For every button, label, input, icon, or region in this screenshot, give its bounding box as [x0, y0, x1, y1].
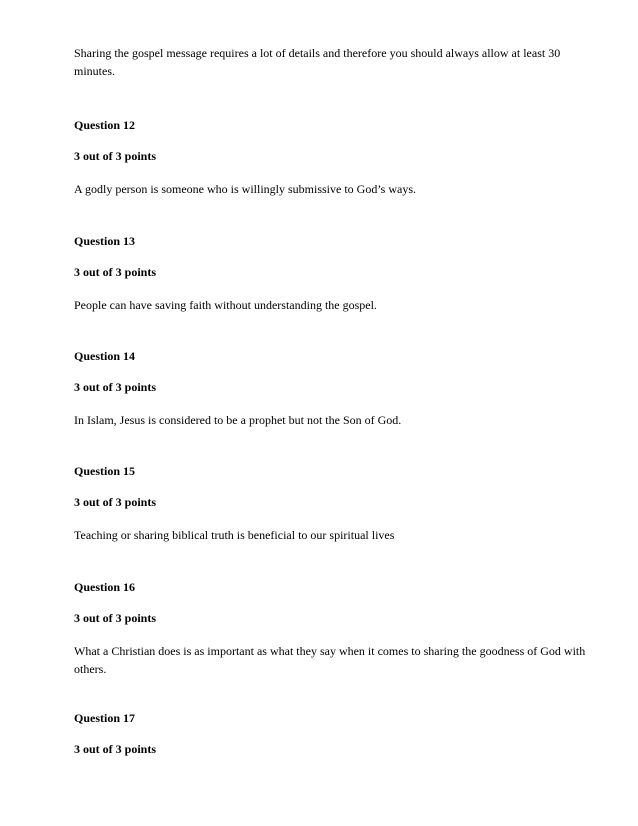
question-points: 3 out of 3 points: [74, 380, 157, 394]
question-points: 3 out of 3 points: [74, 611, 157, 625]
question-16: [74, 580, 594, 676]
question-title: Question 14: [74, 349, 136, 363]
question-text: What a Christian does is as important as what they say when it comes to sharing the goodness of God with others.: [74, 644, 586, 676]
question-15: [74, 464, 594, 542]
question-title: Question 16: [74, 580, 136, 594]
question-text: People can have saving faith without understanding the gospel.: [74, 298, 377, 312]
question-points: 3 out of 3 points: [74, 149, 157, 163]
question-text: Teaching or sharing biblical truth is beneficial to our spiritual lives: [74, 528, 395, 542]
question-points: 3 out of 3 points: [74, 265, 157, 279]
question-title: Question 15: [74, 464, 136, 478]
question-points: 3 out of 3 points: [74, 742, 157, 756]
question-text: In Islam, Jesus is considered to be a prophet but not the Son of God.: [74, 413, 402, 427]
question-title: Question 17: [74, 711, 136, 725]
question-12: [74, 118, 594, 196]
question-text-previous: Sharing the gospel message requires a lot of details and therefore you should always allow at least 30 minutes.: [74, 46, 561, 78]
question-17: [74, 711, 594, 756]
question-title: Question 12: [74, 118, 136, 132]
question-points: 3 out of 3 points: [74, 495, 157, 509]
question-text: A godly person is someone who is willingly submissive to God’s ways.: [74, 182, 416, 196]
question-title: Question 13: [74, 234, 136, 248]
question-14: [74, 349, 594, 427]
question-13: [74, 234, 594, 312]
